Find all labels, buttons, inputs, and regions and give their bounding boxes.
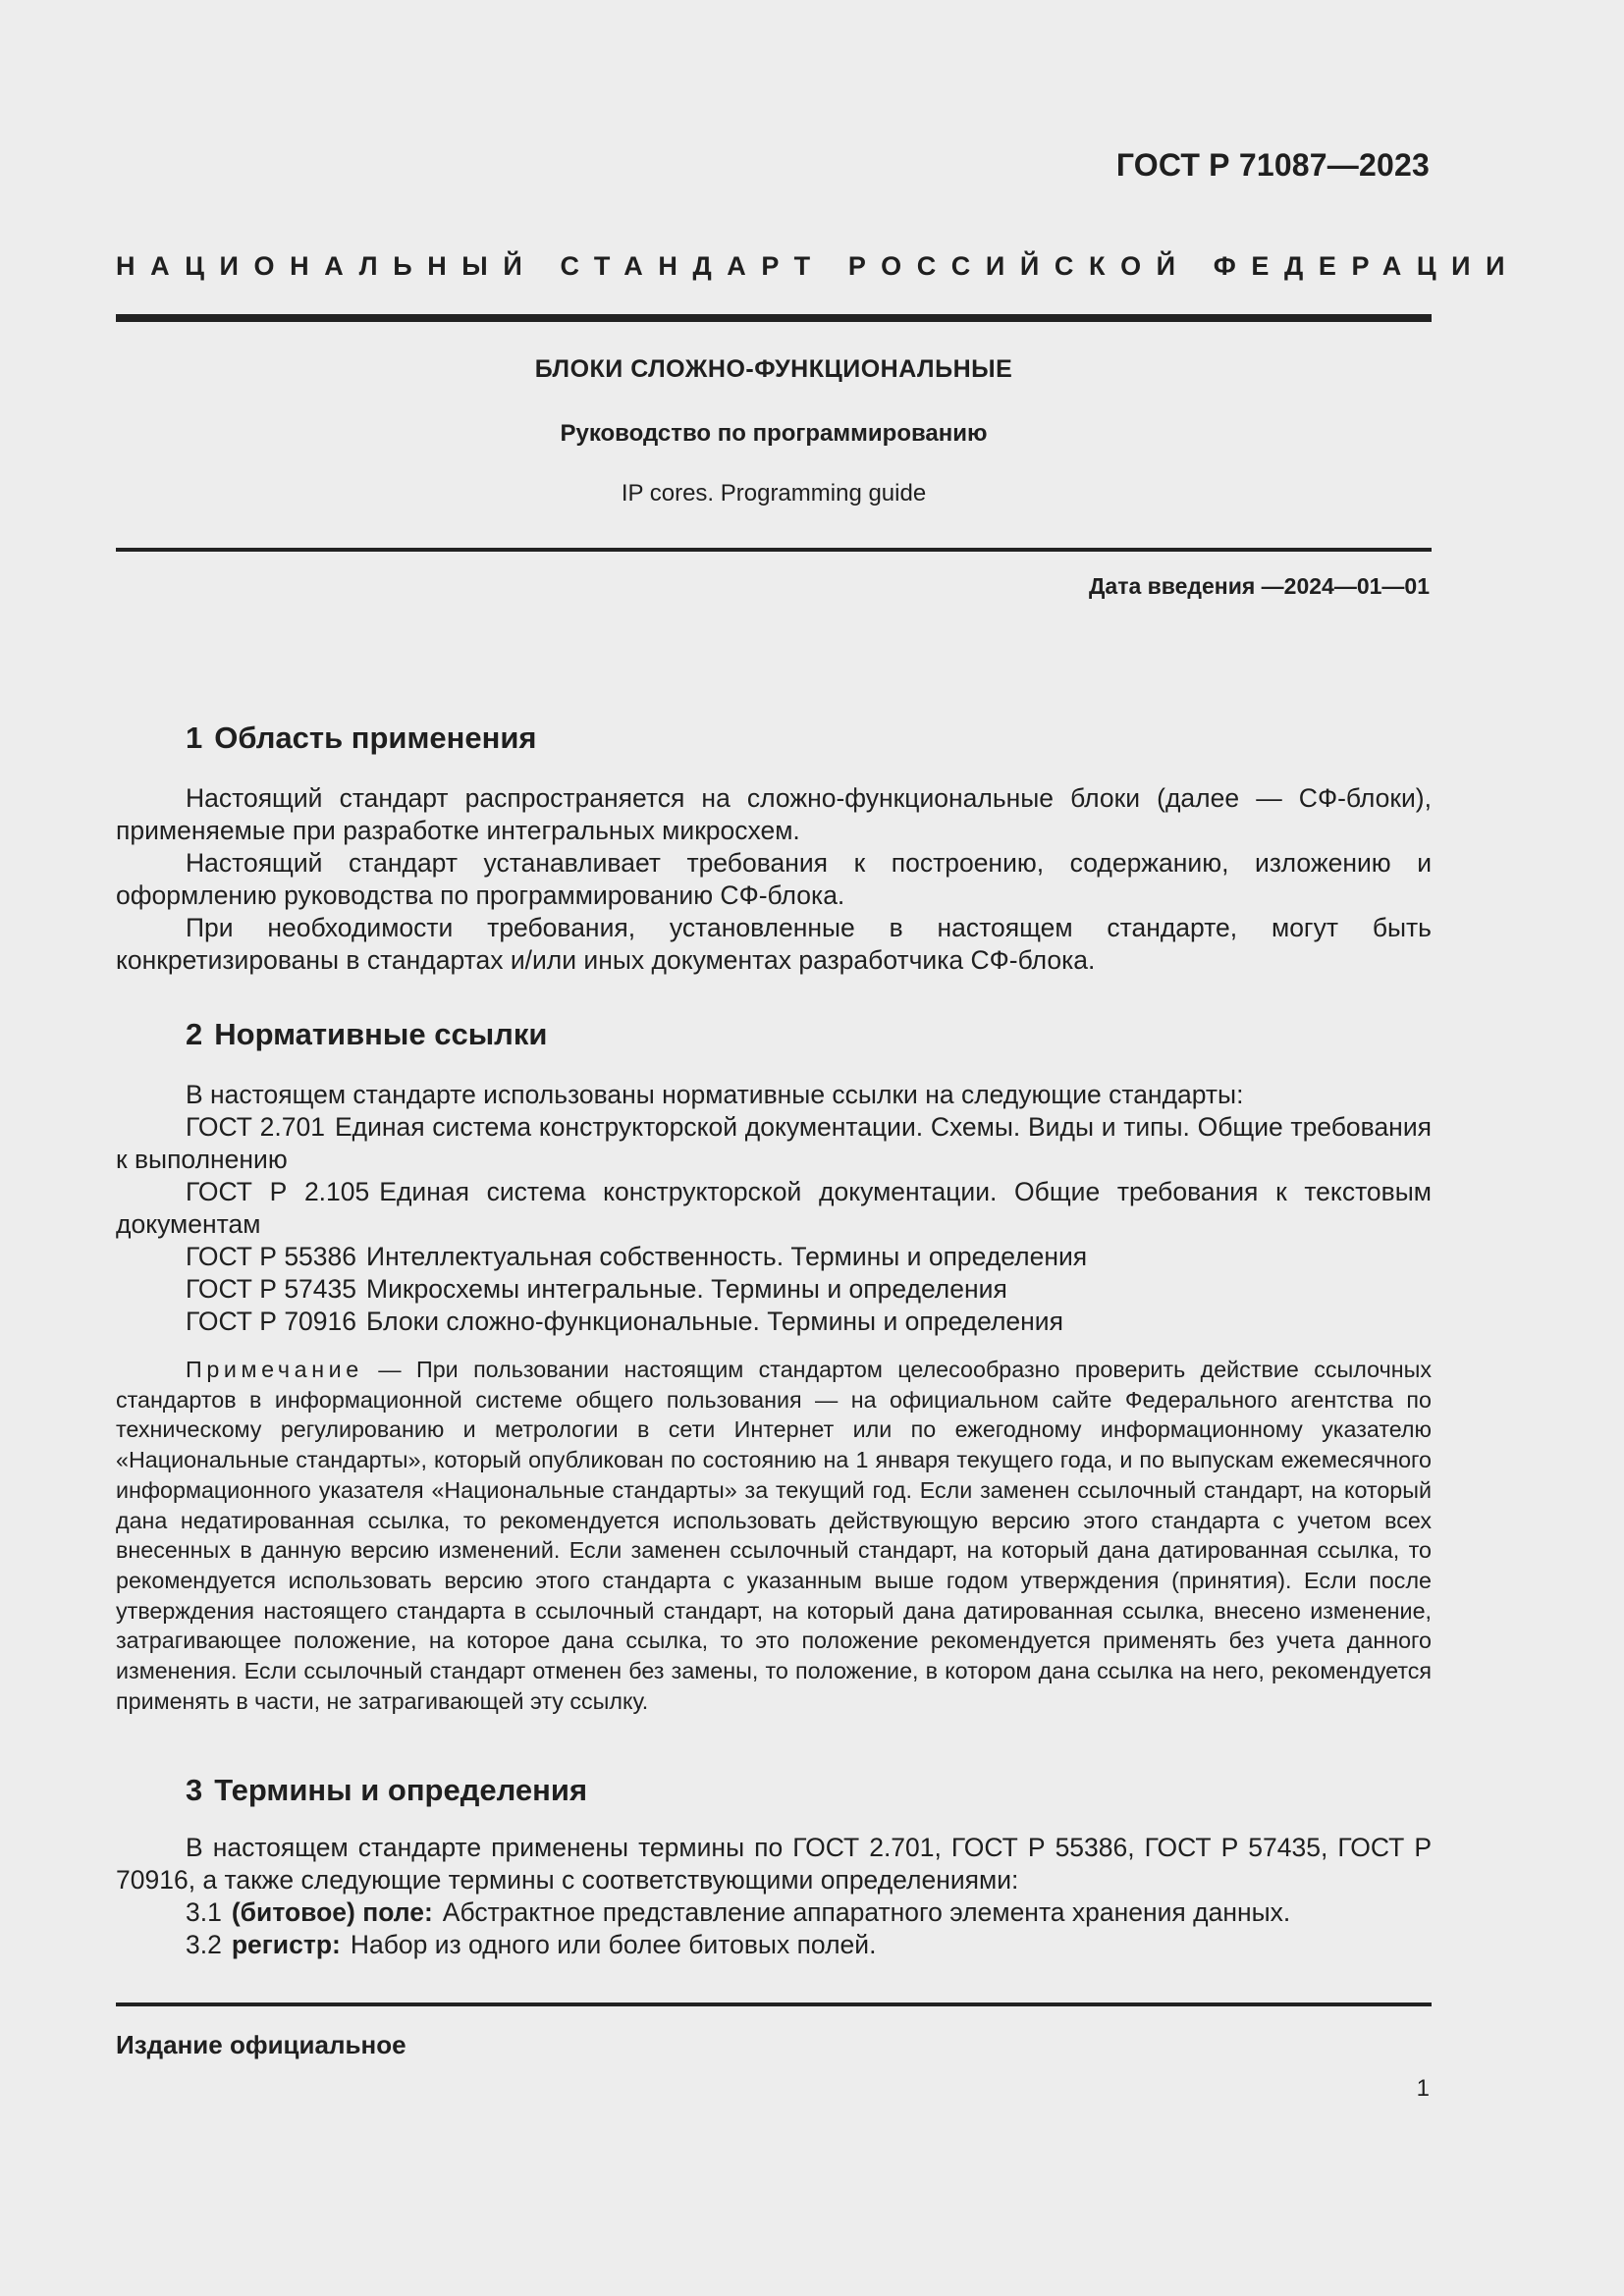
term-item bbox=[116, 1896, 1432, 1929]
section-title: Термины и определения bbox=[214, 1773, 588, 1807]
section-title: Область применения bbox=[214, 721, 537, 755]
paragraph: В настоящем стандарте применены термины по ГОСТ 2.701, ГОСТ Р 55386, ГОСТ Р 57435, ГОСТ Р 70916, а также следующие термины с соответствующими определениями: bbox=[116, 1833, 1432, 1895]
reference-title: Интеллектуальная собственность. Термины и определения bbox=[366, 1242, 1088, 1271]
section-number: 3 bbox=[186, 1773, 203, 1807]
introduction-date: Дата введения —2024—01—01 bbox=[1089, 573, 1430, 599]
national-standard-banner: НАЦИОНАЛЬНЫЙ СТАНДАРТ РОССИЙСКОЙ ФЕДЕРАЦИИ bbox=[116, 251, 1521, 281]
term-name: (битовое) поле: bbox=[231, 1897, 433, 1927]
term-item bbox=[116, 1929, 1432, 1961]
paragraph: В настоящем стандарте использованы нормативные ссылки на следующие стандарты: bbox=[186, 1080, 1244, 1109]
section-3-body bbox=[116, 1832, 1432, 1961]
reference-title: Микросхемы интегральные. Термины и определения bbox=[366, 1274, 1007, 1304]
reference-code: ГОСТ Р 2.105 bbox=[186, 1177, 370, 1206]
note-text: — При пользовании настоящим стандартом целесообразно проверить действие ссылочных стандартов в информационной системе общего пользования — на официальном сайте Федерального агентства по техническому регулированию и метрологии в сети Интернет или по ежегодному информационному указателю «Национальные стандарты», который опубликован по состоянию на 1 января текущего года, и по выпускам ежемесячного информационного указателя «Национальные стандарты» за текущий год. Если заменен ссылочный стандарт, на который дана недатированная ссылка, то рекомендуется использовать действующую версию этого стандарта с учетом всех внесенных в данную версию изменений. Если заменен ссылочный стандарт, на который дана датированная ссылка, то рекомендуется использовать версию этого стандарта с указанным выше годом утверждения (принятия). Если после утверждения настоящего стандарта в ссылочный стандарт, на который дана датированная ссылка, внесено изменение, затрагивающее положение, на которое дана ссылка, то это положение рекомендуется применять без учета данного изменения. Если ссылочный стандарт отменен без замены, то положение, в котором дана ссылка на него, рекомендуется применять в части, не затрагивающей эту ссылку. bbox=[116, 1357, 1432, 1714]
paragraph: Настоящий стандарт распространяется на сложно-функциональные блоки (далее — СФ-блоки), применяемые при разработке интегральных микросхем. bbox=[116, 783, 1432, 845]
section-number: 1 bbox=[186, 721, 203, 755]
reference-item bbox=[116, 1176, 1432, 1241]
section-2-body bbox=[116, 1079, 1432, 1338]
section-1-body bbox=[116, 782, 1432, 977]
reference-code: ГОСТ Р 55386 bbox=[186, 1242, 357, 1271]
reference-item bbox=[116, 1111, 1432, 1176]
reference-code: ГОСТ Р 70916 bbox=[186, 1307, 357, 1336]
document-number: ГОСТ Р 71087—2023 bbox=[1115, 147, 1430, 183]
document-title-english: IP cores. Programming guide bbox=[621, 480, 927, 507]
reference-item bbox=[116, 1306, 1432, 1338]
title-divider bbox=[116, 548, 1432, 552]
official-edition-label: Издание официальное bbox=[116, 2030, 406, 2059]
page-number: 1 bbox=[1416, 2075, 1430, 2102]
reference-title: Блоки сложно-функциональные. Термины и определения bbox=[366, 1307, 1063, 1336]
section-3-heading bbox=[186, 1773, 587, 1808]
reference-item bbox=[116, 1241, 1432, 1273]
reference-code: ГОСТ Р 57435 bbox=[186, 1274, 357, 1304]
term-name: регистр: bbox=[231, 1930, 341, 1959]
paragraph: При необходимости требования, установленные в настоящем стандарте, могут быть конкретизированы в стандартах и/или иных документах разработчика СФ-блока. bbox=[116, 913, 1432, 975]
references-note bbox=[116, 1355, 1432, 1716]
reference-item bbox=[116, 1273, 1432, 1306]
term-number: 3.1 bbox=[186, 1897, 222, 1927]
document-title: БЛОКИ СЛОЖНО-ФУНКЦИОНАЛЬНЫЕ bbox=[534, 355, 1013, 383]
section-number: 2 bbox=[186, 1017, 203, 1051]
section-1-heading bbox=[186, 721, 537, 756]
paragraph: Настоящий стандарт устанавливает требования к построению, содержанию, изложению и оформлению руководства по программированию СФ-блока. bbox=[116, 848, 1432, 910]
term-number: 3.2 bbox=[186, 1930, 222, 1959]
footer-divider bbox=[116, 2002, 1432, 2006]
term-definition: Набор из одного или более битовых полей. bbox=[350, 1930, 877, 1959]
reference-title: Единая система конструкторской документации. Общие требования к текстовым документам bbox=[116, 1177, 1432, 1239]
note-label: Примечание bbox=[186, 1357, 363, 1382]
reference-title: Единая система конструкторской документации. Схемы. Виды и типы. Общие требования к выполнению bbox=[116, 1112, 1432, 1174]
term-definition: Абстрактное представление аппаратного элемента хранения данных. bbox=[442, 1897, 1291, 1927]
header-divider bbox=[116, 314, 1432, 322]
section-2-heading bbox=[186, 1017, 547, 1052]
reference-code: ГОСТ 2.701 bbox=[186, 1112, 325, 1142]
document-subtitle: Руководство по программированию bbox=[560, 420, 988, 447]
section-title: Нормативные ссылки bbox=[214, 1017, 548, 1051]
